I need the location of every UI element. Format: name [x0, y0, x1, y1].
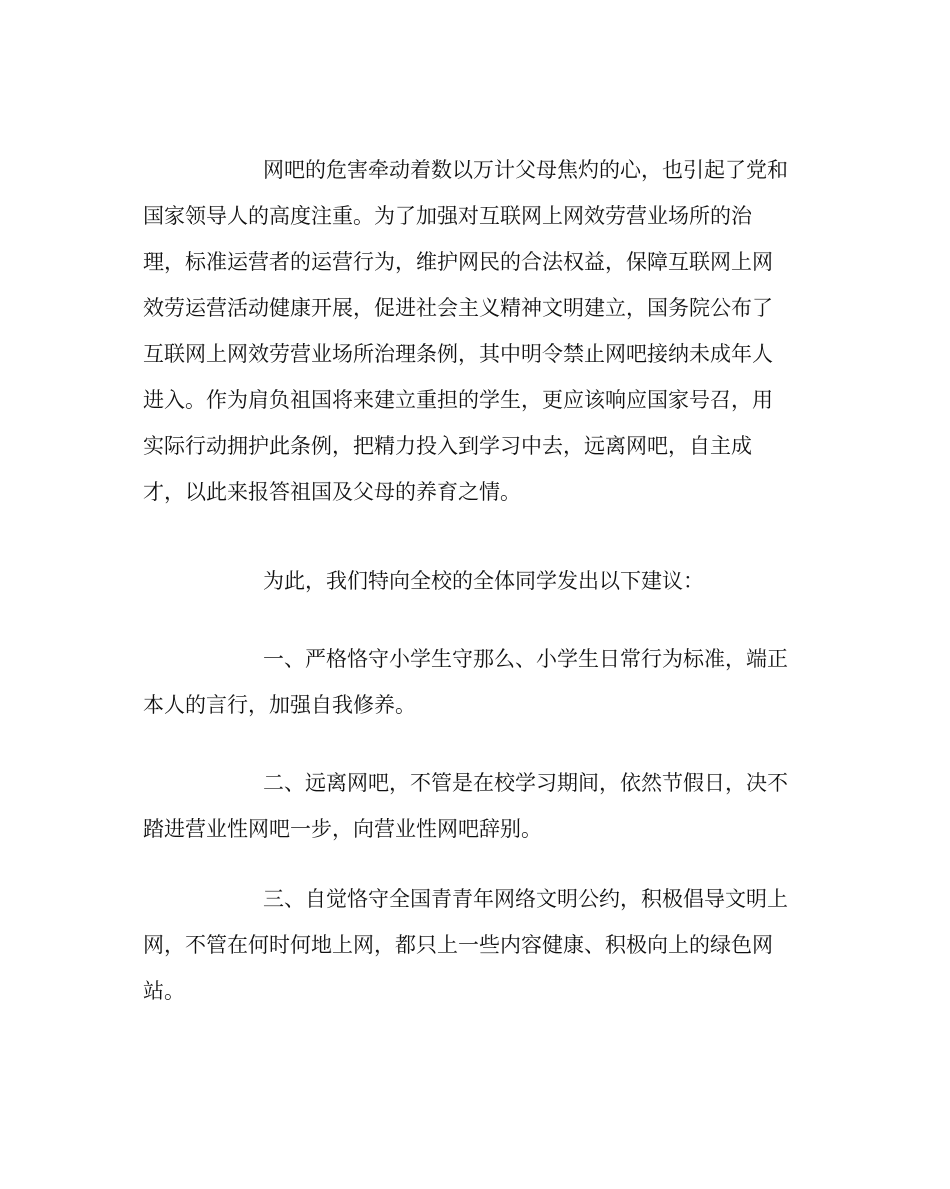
paragraph-4-line-1: 二、远离网吧，不管是在校学习期间，依然节假日，决不 [263, 771, 788, 795]
paragraph-1-line-2: 国家领导人的高度注重。为了加强对互联网上网效劳营业场所的治 [143, 204, 752, 228]
paragraph-1-line-3: 理，标准运营者的运营行为，维护网民的合法权益，保障互联网上网 [143, 250, 773, 274]
paragraph-1-line-6: 进入。作为肩负祖国将来建立重担的学生，更应该响应国家号召，用 [143, 388, 773, 412]
paragraph-1-line-4: 效劳运营活动健康开展，促进社会主义精神文明建立，国务院公布了 [143, 296, 773, 320]
paragraph-1-line-8: 才，以此来报答祖国及父母的养育之情。 [143, 480, 521, 504]
paragraph-4-line-2: 踏进营业性网吧一步，向营业性网吧辞别。 [143, 817, 542, 841]
paragraph-5-line-1: 三、自觉恪守全国青青年网络文明公约，积极倡导文明上 [263, 887, 788, 911]
paragraph-5-line-2: 网，不管在何时何地上网，都只上一些内容健康、积极向上的绿色网 [143, 933, 773, 957]
paragraph-5-line-3: 站。 [143, 979, 185, 1003]
paragraph-3-line-1: 一、严格恪守小学生守那么、小学生日常行为标准，端正 [263, 647, 788, 671]
paragraph-1-line-7: 实际行动拥护此条例，把精力投入到学习中去，远离网吧，自主成 [143, 434, 752, 458]
paragraph-1-line-5: 互联网上网效劳营业场所治理条例，其中明令禁止网吧接纳未成年人 [143, 342, 773, 366]
paragraph-3-line-2: 本人的言行，加强自我修养。 [143, 693, 416, 717]
paragraph-1-line-1: 网吧的危害牵动着数以万计父母焦灼的心，也引起了党和 [263, 158, 788, 182]
paragraph-2-line-1: 为此，我们特向全校的全体同学发出以下建议： [263, 569, 704, 593]
